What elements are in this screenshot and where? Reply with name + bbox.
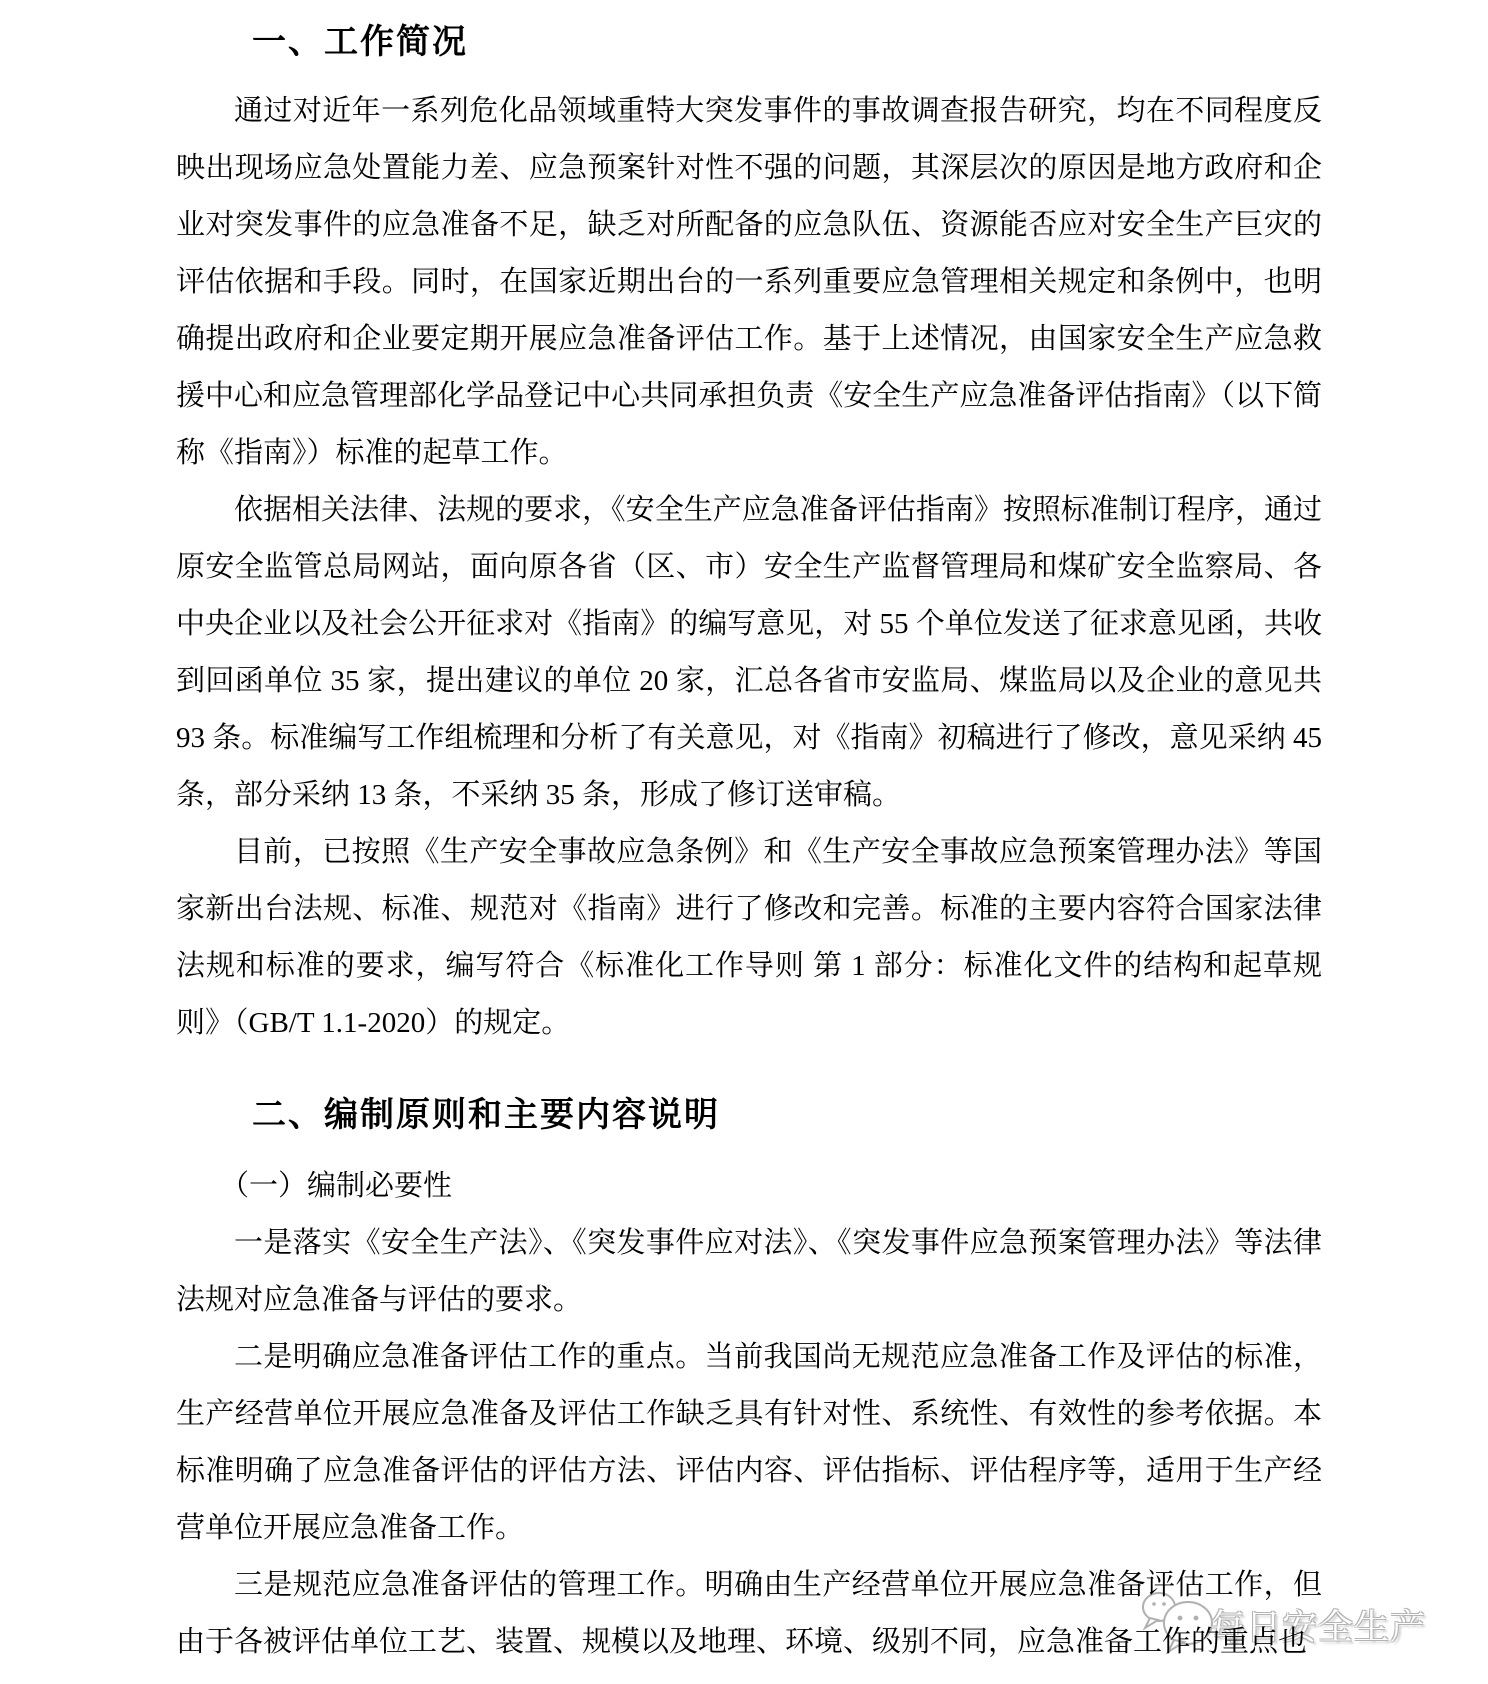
paragraph-point-one: 一是落实《安全生产法》、《突发事件应对法》、《突发事件应急预案管理办法》等法律法规对应急准备与评估的要求。 (176, 1227, 1322, 1316)
subheading-necessity: （一）编制必要性 (220, 1170, 453, 1202)
paragraph-revision-status: 目前，已按照《生产安全事故应急条例》和《生产安全事故应急预案管理办法》等国家新出台法规、标准、规范对《指南》进行了修改和完善。标准的主要内容符合国家法律法规和标准的要求，编写符合《标准化工作导则 第 1 部分：标准化文件的结构和起草规则》（GB/T 1.1-2020）的规定。 (176, 836, 1322, 1039)
paragraph-point-two: 二是明确应急准备评估工作的重点。当前我国尚无规范应急准备工作及评估的标准，生产经营单位开展应急准备及评估工作缺乏具有针对性、系统性、有效性的参考依据。本标准明确了应急准备评估的评估方法、评估内容、评估指标、评估程序等，适用于生产经营单位开展应急准备工作。 (176, 1341, 1322, 1544)
paragraph-point-three: 三是规范应急准备评估的管理工作。明确由生产经营单位开展应急准备评估工作，但由于各被评估单位工艺、装置、规模以及地理、环境、级别不同，应急准备工作的重点也 (176, 1569, 1322, 1658)
paragraph-comment-solicitation: 依据相关法律、法规的要求，《安全生产应急准备评估指南》按照标准制订程序，通过原安全监管总局网站，面向原各省（区、市）安全生产监督管理局和煤矿安全监察局、各中央企业以及社会公开征求对《指南》的编写意见，对 55 个单位发送了征求意见函，共收到回函单位 35 家，提出建议的单位 20 家，汇总各省市安监局、煤监局以及企业的意见共 93 条。标准编写工作组梳理和分析了有关意见，对《指南》初稿进行了修改，意见采纳 45 条，部分采纳 13 条，不采纳 35 条，形成了修订送审稿。 (176, 494, 1322, 811)
heading-work-overview: 一、工作简况 (252, 23, 468, 61)
watermark-label: 每日安全生产 (1210, 1608, 1427, 1647)
heading-principles-and-content: 二、编制原则和主要内容说明 (252, 1096, 720, 1134)
paragraph-accident-investigation: 通过对近年一系列危化品领域重特大突发事件的事故调查报告研究，均在不同程度反映出现场应急处置能力差、应急预案针对性不强的问题，其深层次的原因是地方政府和企业对突发事件的应急准备不足，缺乏对所配备的应急队伍、资源能否应对安全生产巨灾的评估依据和手段。同时，在国家近期出台的一系列重要应急管理相关规定和条例中，也明确提出政府和企业要定期开展应急准备评估工作。基于上述情况，由国家安全生产应急救援中心和应急管理部化学品登记中心共同承担负责《安全生产应急准备评估指南》（以下简称《指南》）标准的起草工作。 (176, 95, 1322, 469)
